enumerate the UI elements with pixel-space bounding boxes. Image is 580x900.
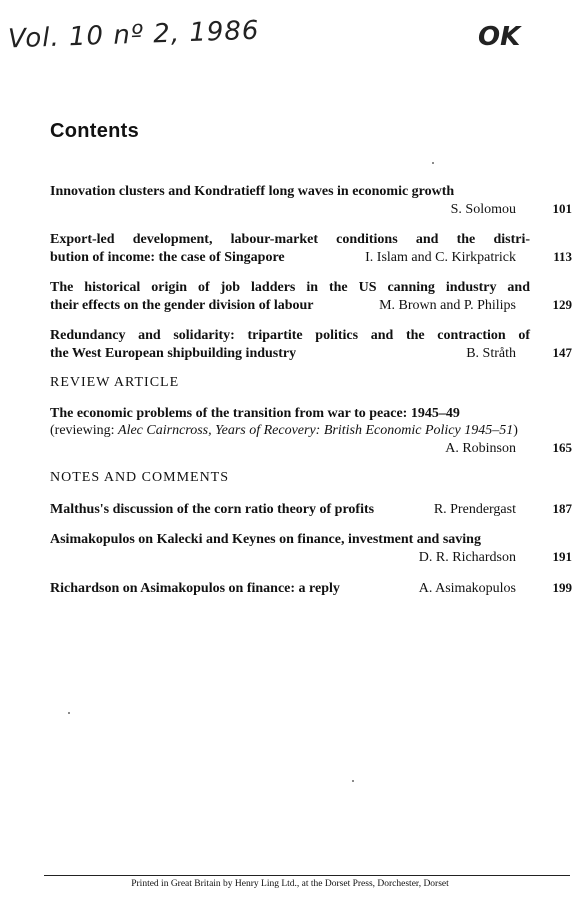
toc-entry <box>50 279 572 314</box>
entry-title: Innovation clusters and Kondratieff long waves in economic growth <box>50 184 455 199</box>
page-title: Contents <box>50 120 140 142</box>
entry-title-line: their effects on the gender division of labour <box>50 298 314 313</box>
entry-author: D. R. Richardson <box>418 550 516 565</box>
entry-author: I. Islam and C. Kirkpatrick <box>365 250 516 265</box>
entry-page: 165 <box>552 440 572 455</box>
section-label-review: REVIEW ARTICLE <box>50 375 180 390</box>
handwritten-volume-note: Vol. 10 nº 2, 1986 <box>7 15 260 55</box>
toc-entry <box>50 531 572 566</box>
toc-entry <box>50 500 572 518</box>
section-label-notes: NOTES AND COMMENTS <box>50 470 230 485</box>
entry-title: Malthus's discussion of the corn ratio theory of profits <box>50 502 375 517</box>
scan-speck <box>68 712 70 714</box>
review-note: (reviewing: Alec Cairncross, Years of Recovery: British Economic Policy 1945–51) <box>50 423 518 438</box>
reviewed-book: Alec Cairncross, Years of Recovery: British Economic Policy 1945–51 <box>118 423 514 438</box>
entry-page: 199 <box>552 580 572 595</box>
scan-speck <box>432 162 434 164</box>
toc-entry <box>50 327 572 362</box>
toc-entry <box>50 405 572 457</box>
entry-title-line: the West European shipbuilding industry <box>50 346 297 361</box>
entry-title: The economic problems of the transition from war to peace: 1945–49 <box>50 406 460 421</box>
entry-title-line: The historical origin of job ladders in the US canning industry and <box>50 280 530 295</box>
entry-page: 113 <box>553 249 572 264</box>
entry-title: Asimakopulos on Kalecki and Keynes on finance, investment and saving <box>50 532 481 547</box>
entry-author: B. Stråth <box>466 346 516 361</box>
entry-page: 187 <box>552 501 572 516</box>
scan-speck <box>352 780 354 782</box>
entry-page: 129 <box>552 297 572 312</box>
entry-title-line: bution of income: the case of Singapore <box>50 250 285 265</box>
entry-author: A. Robinson <box>445 441 516 456</box>
entry-author: S. Solomou <box>450 202 516 217</box>
entry-author: M. Brown and P. Philips <box>379 298 516 313</box>
footer-rule <box>44 875 570 876</box>
entry-page: 147 <box>552 345 572 360</box>
contents-list <box>50 183 572 610</box>
entry-author: R. Prendergast <box>433 502 516 517</box>
toc-entry <box>50 579 572 597</box>
toc-entry <box>50 231 572 266</box>
printer-imprint: Printed in Great Britain by Henry Ling Ltd., at the Dorset Press, Dorchester, Dorset <box>131 879 449 889</box>
entry-title: Richardson on Asimakopulos on finance: a reply <box>50 581 340 596</box>
entry-page: 191 <box>552 549 572 564</box>
toc-entry <box>50 183 572 218</box>
entry-title-line: Redundancy and solidarity: tripartite politics and the contraction of <box>50 328 530 343</box>
handwritten-ok-note: OK <box>478 22 521 52</box>
entry-page: 101 <box>552 201 572 216</box>
entry-author: A. Asimakopulos <box>418 581 516 596</box>
entry-title-line: Export-led development, labour-market conditions and the distri- <box>50 232 530 247</box>
